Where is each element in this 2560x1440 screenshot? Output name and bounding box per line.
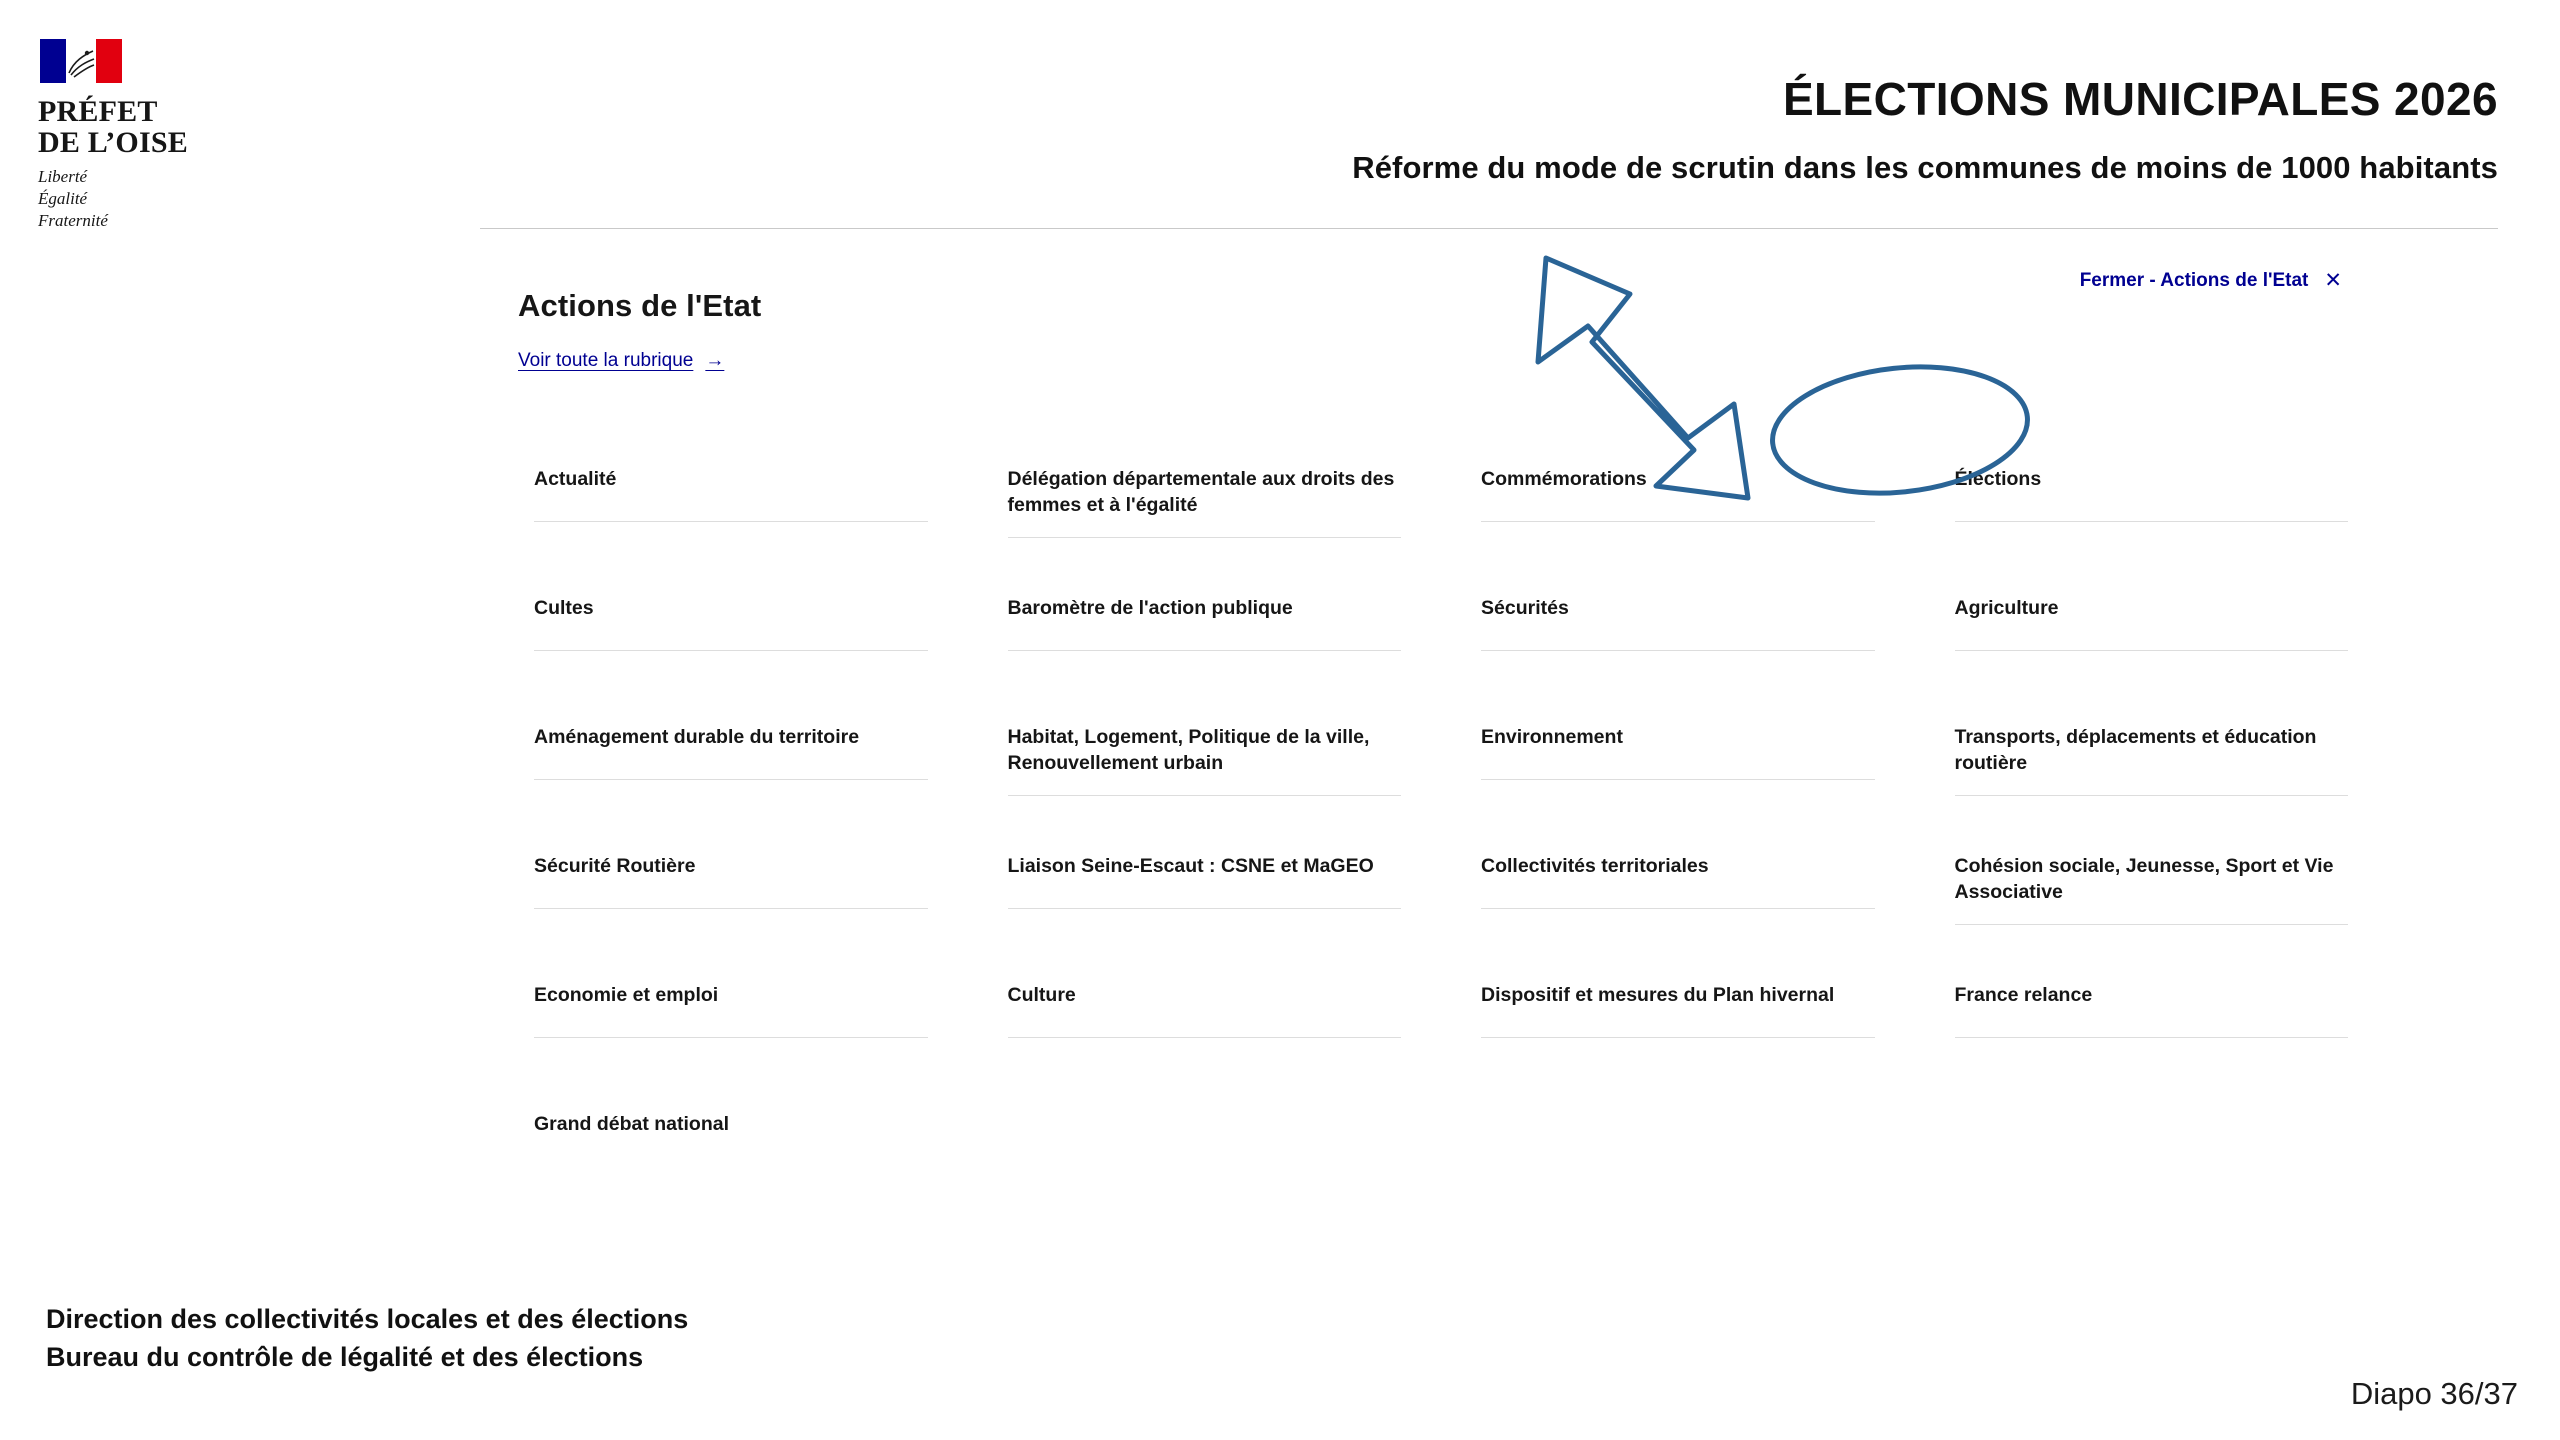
menu-item-securites[interactable]: Sécurités xyxy=(1481,581,1875,710)
footer-line-2: Bureau du contrôle de légalité et des élections xyxy=(46,1342,644,1373)
french-flag-icon xyxy=(38,34,268,90)
menu-item-plan-hivernal[interactable]: Dispositif et mesures du Plan hivernal xyxy=(1481,968,1875,1097)
menu-item-culture[interactable]: Culture xyxy=(1008,968,1402,1097)
menu-item-liaison-seine-escaut[interactable]: Liaison Seine-Escaut : CSNE et MaGEO xyxy=(1008,839,1402,968)
menu-item-cohesion-sociale-jeunesse-sport[interactable]: Cohésion sociale, Jeunesse, Sport et Vie Associative xyxy=(1955,839,2349,968)
arrow-right-icon: → xyxy=(705,350,725,371)
menu-item-economie-et-emploi[interactable]: Economie et emploi xyxy=(534,968,928,1097)
menu-item-collectivites-territoriales[interactable]: Collectivités territoriales xyxy=(1481,839,1875,968)
page-subtitle: Réforme du mode de scrutin dans les communes de moins de 1000 habitants xyxy=(1352,150,2498,185)
voir-toute-la-rubrique-label: Voir toute la rubrique xyxy=(518,350,694,371)
menu-item-agriculture[interactable]: Agriculture xyxy=(1955,581,2349,710)
menu-cell-empty-3 xyxy=(1481,1097,1875,1226)
marianne-svg xyxy=(38,33,188,91)
brand-title-line1: PRÉFET xyxy=(38,95,158,128)
brand-title-line2: DE L’OISE xyxy=(38,126,188,160)
menu-cell-empty-2 xyxy=(1008,1097,1402,1226)
menu-items-grid xyxy=(534,452,2348,1226)
page-title: ÉLECTIONS MUNICIPALES 2026 xyxy=(1782,73,2498,125)
brand-devise xyxy=(38,166,268,231)
menu-item-environnement[interactable]: Environnement xyxy=(1481,710,1875,839)
footer-department xyxy=(46,1300,688,1377)
menu-item-france-relance[interactable]: France relance xyxy=(1955,968,2349,1097)
close-menu-button[interactable] xyxy=(2080,268,2342,293)
menu-item-elections[interactable]: Élections xyxy=(1955,452,2349,581)
menu-item-delegation-departementale-droits-des-femmes[interactable]: Délégation départementale aux droits des femmes et à l'égalité xyxy=(1008,452,1402,581)
republique-francaise-logo xyxy=(38,34,268,232)
menu-item-amenagement-durable-territoire[interactable]: Aménagement durable du territoire xyxy=(534,710,928,839)
devise-fraternite: Fraternité xyxy=(38,210,108,230)
menu-item-barometre-action-publique[interactable]: Baromètre de l'action publique xyxy=(1008,581,1402,710)
menu-item-actualite[interactable]: Actualité xyxy=(534,452,928,581)
devise-egalite: Égalité xyxy=(38,189,88,209)
footer-line-1: Direction des collectivités locales et des élections xyxy=(46,1304,689,1334)
menu-item-grand-debat-national[interactable]: Grand débat national xyxy=(534,1113,730,1135)
menu-item-securite-routiere[interactable]: Sécurité Routière xyxy=(534,839,928,968)
devise-liberte: Liberté xyxy=(38,167,88,187)
menu-heading: Actions de l'Etat xyxy=(518,288,762,323)
close-icon: ✕ xyxy=(2324,269,2342,292)
menu-item-cultes[interactable]: Cultes xyxy=(534,581,928,710)
close-menu-label: Fermer - Actions de l'Etat xyxy=(2079,269,2309,291)
title-divider xyxy=(480,228,2498,229)
menu-item-transports-deplacements[interactable]: Transports, déplacements et éducation routière xyxy=(1955,710,2349,839)
brand-title xyxy=(38,96,268,158)
menu-item-habitat-logement-politique-ville[interactable]: Habitat, Logement, Politique de la ville, Renouvellement urbain xyxy=(1008,710,1402,839)
slide-counter: Diapo 36/37 xyxy=(2350,1376,2518,1411)
menu-item-commemorations[interactable]: Commémorations xyxy=(1481,452,1875,581)
actions-de-letat-menu-panel xyxy=(480,240,2370,1240)
menu-cell-empty-4 xyxy=(1955,1097,2349,1226)
voir-toute-la-rubrique-link[interactable] xyxy=(518,350,724,372)
